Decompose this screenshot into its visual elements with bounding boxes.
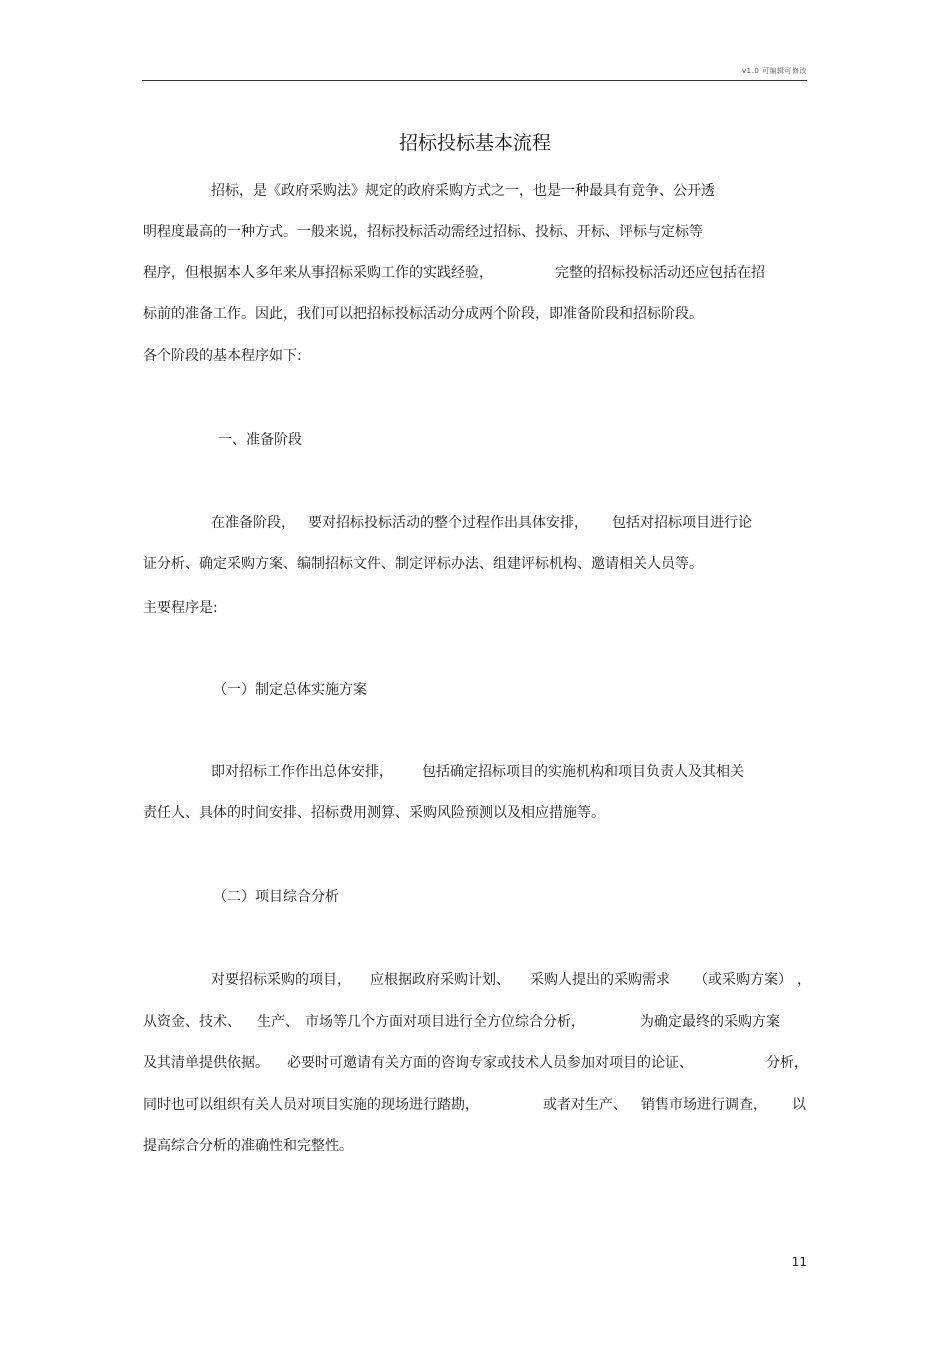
sub2-line-1a: 对要招标采购的项目， <box>211 972 351 988</box>
page-number: 11 <box>791 1255 807 1269</box>
intro-line-2: 明程度最高的一种方式。一般来说，招标投标活动需经过招标、投标、开标、评标与定标等 <box>143 224 703 240</box>
section1-line-3: 主要程序是: <box>143 600 218 616</box>
section-heading-preparation: 一、准备阶段 <box>218 432 302 448</box>
subsection-heading-project-analysis: （二）项目综合分析 <box>213 889 339 905</box>
sub1-line-1a: 即对招标工作作出总体安排， <box>211 764 393 780</box>
sub2-line-1b: 应根据政府采购计划、 <box>370 972 510 988</box>
sub2-line-4a: 同时也可以组织有关人员对项目实施的现场进行踏勘， <box>143 1097 479 1113</box>
sub2-line-3a: 及其清单提供依据。 <box>143 1055 269 1071</box>
intro-line-3a: 程序，但根据本人多年来从事招标采购工作的实践经验， <box>143 265 493 281</box>
section1-line-1b: 要对招标投标活动的整个过程作出具体安排， <box>308 515 588 531</box>
section1-line-1c: 包括对招标项目进行论 <box>612 515 752 531</box>
sub2-line-5: 提高综合分析的准确性和完整性。 <box>143 1138 353 1154</box>
sub2-line-3b: 必要时可邀请有关方面的咨询专家或技术人员参加对项目的论证、 <box>287 1055 693 1071</box>
sub1-line-2: 责任人、具体的时间安排、招标费用测算、采购风险预测以及相应措施等。 <box>143 805 605 821</box>
document-title: 招标投标基本流程 <box>398 132 551 154</box>
header-divider <box>142 80 807 81</box>
sub2-line-4d: 以 <box>792 1097 806 1113</box>
sub2-line-2d: 为确定最终的采购方案 <box>640 1014 780 1030</box>
sub2-line-4c: 销售市场进行调查， <box>641 1097 767 1113</box>
sub2-line-2c: 市场等几个方面对项目进行全方位综合分析， <box>305 1014 585 1030</box>
sub2-line-3c: 分析， <box>766 1055 808 1071</box>
section1-line-2: 证分析、确定采购方案、编制招标文件、制定评标办法、组建评标机构、邀请相关人员等。 <box>143 556 703 572</box>
sub2-line-2a: 从资金、技术、 <box>143 1014 241 1030</box>
sub1-line-1b: 包括确定招标项目的实施机构和项目负责人及其相关 <box>422 764 744 780</box>
sub2-line-2b: 生产、 <box>257 1014 299 1030</box>
header-version-note: v1.0 可编辑可修改 <box>742 67 807 75</box>
intro-line-3b: 完整的招标投标活动还应包括在招 <box>555 265 765 281</box>
section1-line-1a: 在准备阶段， <box>211 515 295 531</box>
sub2-line-1d: （或采购方案） <box>694 972 792 988</box>
sub2-line-1e: ， <box>797 972 811 988</box>
intro-line-4: 标前的准备工作。因此，我们可以把招标投标活动分成两个阶段，即准备阶段和招标阶段。 <box>143 306 703 322</box>
subsection-heading-overall-plan: （一）制定总体实施方案 <box>213 682 367 698</box>
sub2-line-4b: 或者对生产、 <box>543 1097 627 1113</box>
sub2-line-1c: 采购人提出的采购需求 <box>530 972 670 988</box>
intro-line-1: 招标，是《政府采购法》规定的政府采购方式之一，也是一种最具有竞争、公开透 <box>211 183 715 199</box>
intro-line-5: 各个阶段的基本程序如下: <box>143 348 302 364</box>
